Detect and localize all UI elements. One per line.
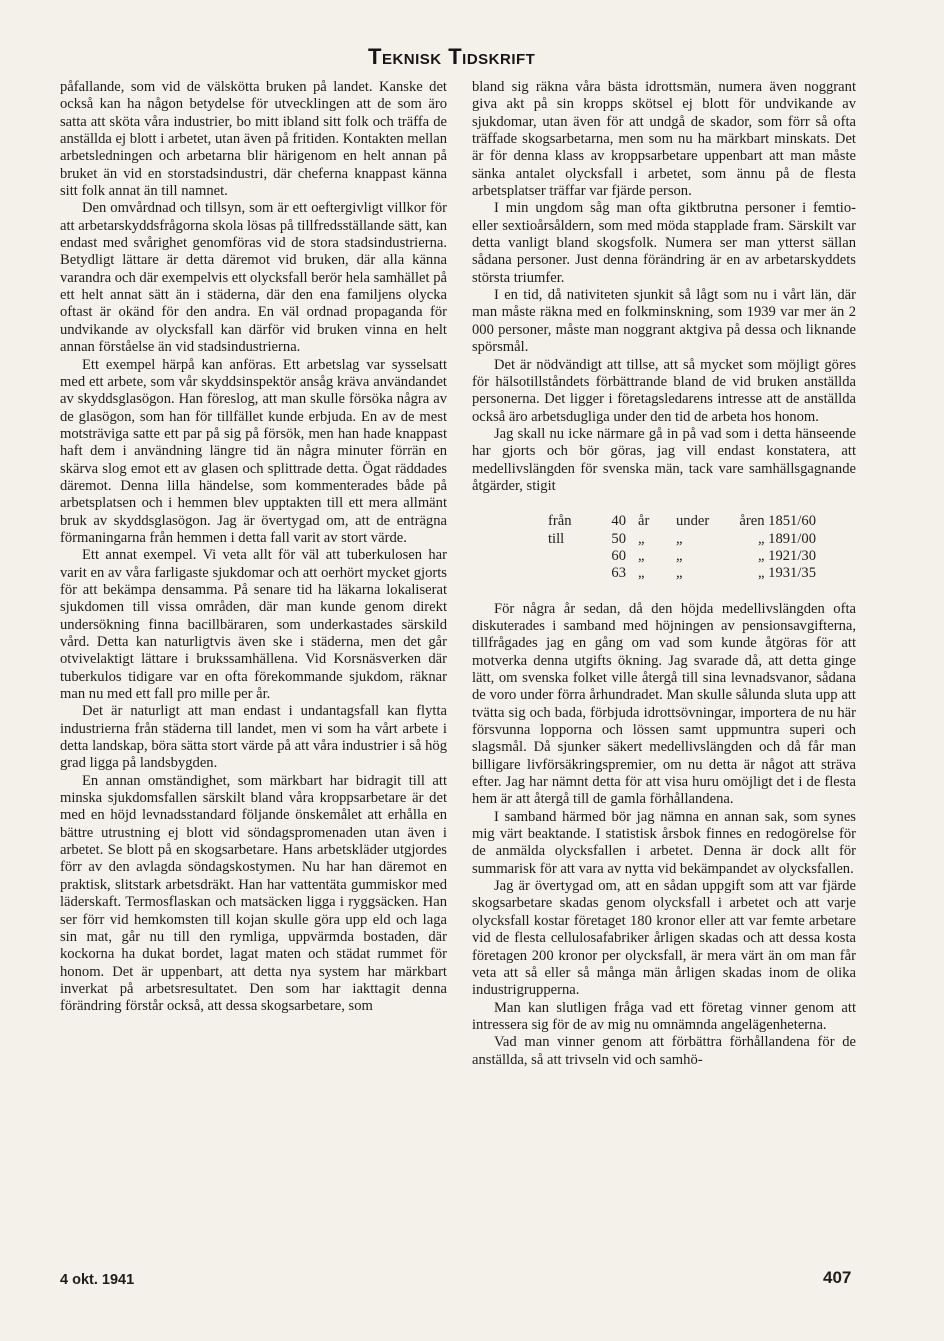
paragraph: En annan omständighet, som märkbart har bidragit till att minska sjukdomsfallen särskilt bland våra kroppsarbetare är det med en höjd levnadsstandard följande önskemålet att erhålla en bättre utrustning ej blott vid söndagspromenaden utan även i arbetet. Se blott på en skogsarbetare. Hans arbetskläder utgjordes förr av den avlagda söndagskostymen. Nu har han däremot en praktisk, slitstark arbetsdräkt. Han har vattentäta gummiskor med läderskaft. Termosflaskan och matsäcken ligga i ryggsäcken. Han ser förr vid hemkomsten till kojan skulle göra upp eld och laga sin mat, går nu till den rymliga, uppvärmda bostaden, där kockorna ha dukat bordet, lagat maten och städat rummet för honom. Det är uppenbart, att detta nya system har märkbart inverkat på arbetsresultatet. Den som har iakttagit denna förändring förstår också, att dessa skogsarbetare, som: [60, 772, 447, 1015]
table-row: [548, 513, 856, 530]
table-row: [548, 548, 856, 565]
paragraph: För några år sedan, då den höjda medellivslängden ofta diskuterades i samband med höjningen av pensionsavgifterna, tillfrågades jag en gång om vad som kunde åtgöras för att motverka denna utgifts ökning. Jag svarade då, att detta ginge lätt, om svenska folket ville återgå till sina levnadsvanor, sådana de voro under förra århundradet. Man skulle sålunda sluta upp att tvätta sig och bada, förbjuda idrottsövningar, importera de nu här försvunna lopporna och lössen samt uppmuntra superi och slagsmål. Då sjunker säkert medellivslängden och då får man billigare livförsäkringspremier, om nu detta är något att sträva efter. Jag har nämnt detta för att visa huru omöjligt det i de flesta hem är att återgå till de gamla förhållandena.: [472, 600, 856, 808]
table-cell: „ 1921/30: [758, 547, 816, 564]
paragraph: I en tid, då nativiteten sjunkit så lågt som nu i vårt län, där man måste räkna med en folkminskning, som 1939 var mer än 2 000 personer, måste man noggrant aktgiva på dessa och liknande spörsmål.: [472, 287, 856, 356]
table-cell: 50: [611, 530, 626, 547]
table-cell: under: [676, 513, 710, 530]
table-cell: [548, 565, 594, 582]
table-cell: „ 1891/00: [758, 530, 816, 547]
paragraph: I samband härmed bör jag nämna en annan sak, som synes mig värt beaktande. I statistisk årsbok finnes en redogörelse för de anmälda olycksfallen i arbetet. Denna är dock allt för summarisk för att vara av nytta vid bekämpandet av olycksfallen.: [472, 808, 856, 877]
table-cell: åren 1851/60: [739, 513, 816, 530]
paragraph: Ett annat exempel. Vi veta allt för väl att tuberkulosen har varit en av våra farligaste sjukdomar och att oerhört mycket gjorts för att bekämpa densamma. På senare tid ha läkarna lokaliserat sjukdomen till vissa områden, där man kunde genom direkt undersökning finna bacillbäraren, som underkastades särskild vård. Detta kan naturligtvis även ske i städerna, men det går otvivelaktigt lättare i brukssamhällena. Vid Korsnäsverken där tuberkulos tidigare var en ofta förekommande sjukdom, räknar man nu med ett fall pro mille per år.: [60, 547, 447, 703]
paragraph: Ett exempel härpå kan anföras. Ett arbetslag var sysselsatt med ett arbete, som vår skyddsinspektör ansåg kräva användandet av skyddsglasögon. Han föreslog, att man skulle försöka några av de glasögon, som han för tillfället kunde erbjuda. En av de mest motsträviga satte ett par på sig på försök, men han hade knappast haft dem i användning längre tid än några minuter förrän en skärva slog emot ett av glasen och splittrade detta. Ögat räddades däremot. Denna lilla händelse, som kommenterades både på arbetsplatsen och i hemmen blev upptakten till ett mera allmänt bruk av skyddsglasögon. Jag är övertygad om, att de enträgna förmaningarna från hemmen i detta fall varit av stort värde.: [60, 356, 447, 546]
table-cell: „: [676, 547, 683, 564]
paragraph: bland sig räkna våra bästa idrottsmän, numera även noggrant giva akt på sin kropps skötsel ej blott för undvikande av sjukdomar, utan även för att undgå de skador, som förr så ofta träffade skogsarbetarna, men som nu ha märkbart minskats. Det är för denna klass av kroppsarbetare uppenbart att man måste sänka antalet olycksfall i arbetet, som ännu på de flesta arbetsplatser träffar var fjärde person.: [472, 79, 856, 200]
table-cell: „ 1931/35: [758, 565, 816, 582]
paragraph: Vad man vinner genom att förbättra förhållandena för de anställda, så att trivseln vid och samhö-: [472, 1034, 856, 1068]
paragraph: påfallande, som vid de välskötta bruken på landet. Kanske det också kan ha någon betydelse för utvecklingen att de som äro satta att sköta våra industrier, bo mitt ibland sitt folk och träffa de anställda ej blott i arbetet, utan även på fritiden. Kontakten mellan arbetsledningen och arbetarna blir härigenom en helt annan på bruket än vid en storstadsindustri, där cheferna knappast känna sitt folk annat än till namnet.: [60, 79, 447, 200]
life-expectancy-table: [548, 513, 856, 582]
table-cell: [548, 548, 594, 565]
left-column: [60, 79, 447, 1016]
paragraph: Jag skall nu icke närmare gå in på vad som i detta hänseende har gjorts och bör göras, jag vill endast konstatera, att medellivslängden för svenska män, tack vare samhällsgagnande åtgärder, stigit: [472, 425, 856, 494]
issue-date: 4 okt. 1941: [60, 1272, 135, 1288]
table-cell: „: [676, 530, 683, 547]
table-row: [548, 531, 856, 548]
table-row: [548, 565, 856, 582]
table-cell: 63: [611, 565, 626, 582]
paragraph: I min ungdom såg man ofta giktbrutna personer i femtio- eller sextioårsåldern, som med möda stapplade fram. Särskilt var detta vanligt bland skogsfolk. Numera ser man ytterst sällan sådana personer. Just denna förändring är en av arbetarskyddets största triumfer.: [472, 200, 856, 286]
table-cell: 40: [611, 513, 626, 530]
paragraph: Det är naturligt att man endast i undantagsfall kan flytta industrierna från städerna till landet, men vi som ha vårt arbete i detta landskap, böra sätta stort värde på att våra industrier i så hög grad ligga på landsbygden.: [60, 703, 447, 772]
table-cell: från: [548, 513, 572, 530]
table-cell: „: [638, 565, 645, 582]
table-cell: till: [548, 530, 565, 547]
page-number: 407: [823, 1268, 852, 1287]
table-cell: „: [638, 530, 645, 547]
table-cell: „: [676, 565, 683, 582]
paragraph: Det är nödvändigt att tillse, att så mycket som möjligt göres för hälsotillståndets förbättrande bland de vid bruken anställda personerna. Det ligger i företagsledarens intresse att de anställda också äro arbetsdugliga under den tid de arbeta hos honom.: [472, 356, 856, 425]
right-column: [472, 79, 856, 1069]
table-cell: år: [638, 513, 650, 530]
paragraph: Den omvårdnad och tillsyn, som är ett oeftergivligt villkor för att arbetarskyddsfrågorna skola lösas på tillfredsställande sätt, kan endast med svårighet genomföras vid de stora stadsindustrierna. Betydligt lättare är detta däremot vid bruken, där alla känna varandra och där exempelvis ett olycksfall berör hela samhället på ett helt annat sätt än i städerna, där den ena familjens olycka oftast är okänd för den andra. En väl ordnad propaganda för undvikande av olycksfall kan därför vid bruken vinna en helt annan förståelse än vid stadsindustrierna.: [60, 200, 447, 356]
paragraph: Jag är övertygad om, att en sådan uppgift som att var fjärde skogsarbetare skadas genom olycksfall i arbetet och att varje olycksfall kostar företaget 180 kronor eller att var femte arbetare vid de flesta cellulosafabriker årligen skadas och att dessa kosta företagen 200 kronor per olycksfall, är mera värt än om man får veta att så eller så många män årligen skadas inom de olika industrigrupperna.: [472, 878, 856, 999]
journal-title: Teknisk Tidskrift: [368, 44, 536, 69]
paragraph: Man kan slutligen fråga vad ett företag vinner genom att intressera sig för de av mig nu omnämnda angelägenheterna.: [472, 999, 856, 1033]
table-cell: „: [638, 547, 645, 564]
table-cell: 60: [611, 547, 626, 564]
